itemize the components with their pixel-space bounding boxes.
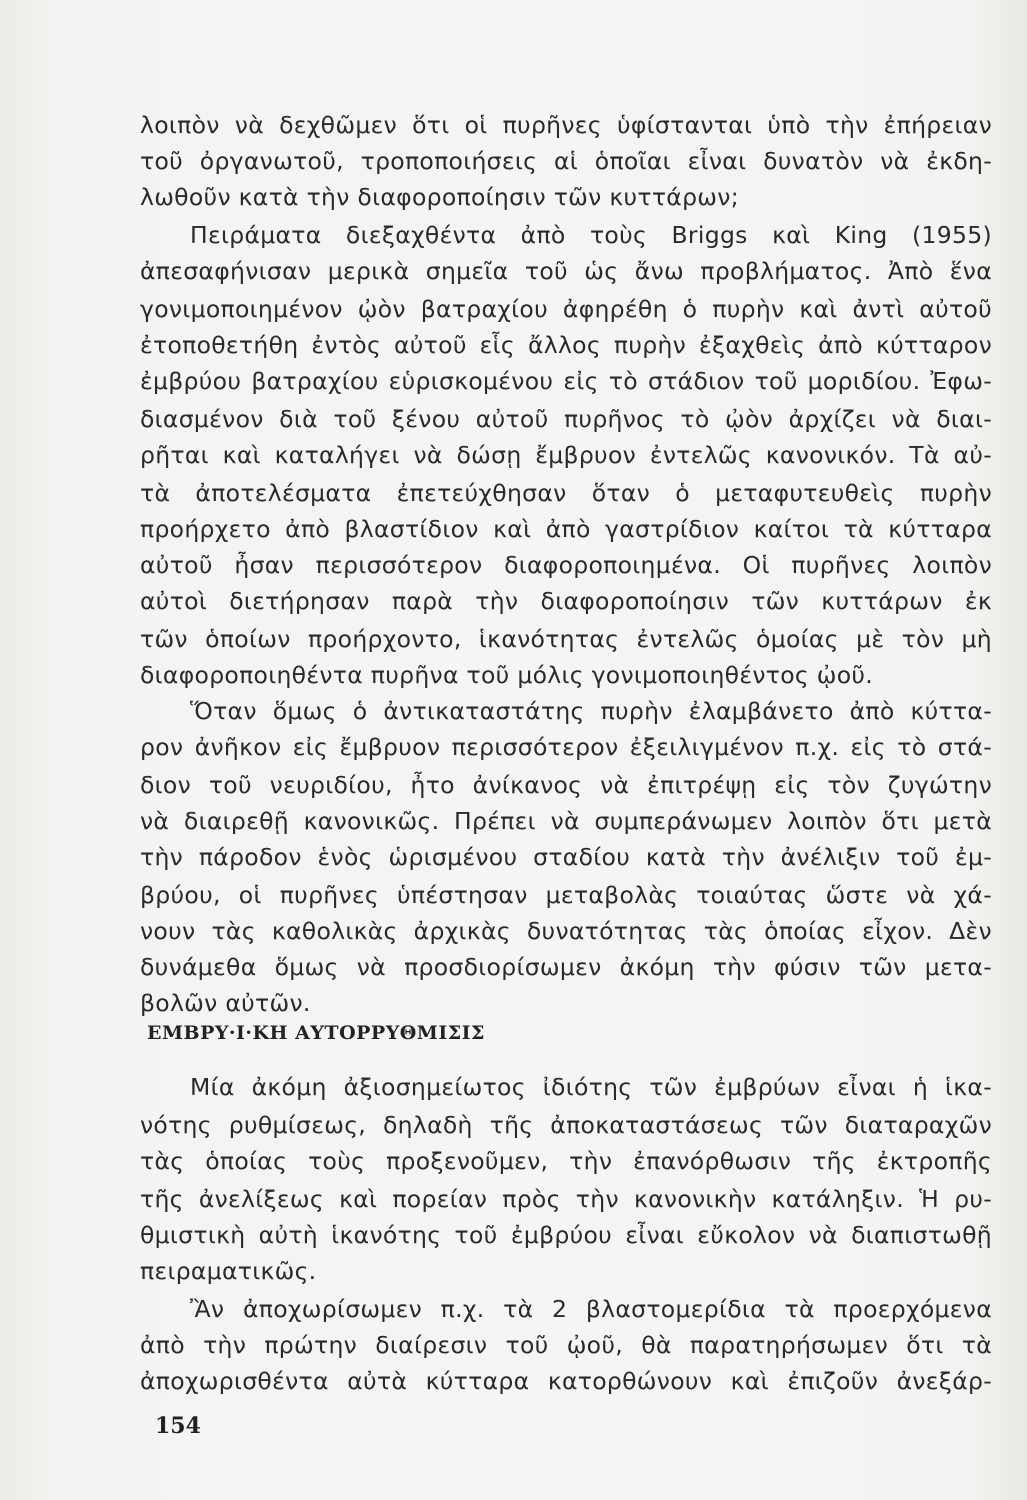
- section-heading: ΕΜΒΡΥ·Ι·ΚΗ ΑΥΤΟΡΡΥΘΜΙΣΙΣ: [147, 1022, 485, 1044]
- text-line: ρον ἀνῆκον εἰς ἔμβρυον περισσότερον ἐξειλιγμένον π.χ. εἰς τὸ στά-: [140, 733, 992, 761]
- text-line: τὰ ἀποτελέσματα ἐπετεύχθησαν ὅταν ὁ μεταφυτευθεὶς πυρὴν: [140, 479, 992, 507]
- text-line: λωθοῦν κατὰ τὴν διαφοροποίησιν τῶν κυττάρων;: [140, 183, 739, 211]
- text-line: γονιμοποιημένον ᾠὸν βατραχίου ἀφηρέθη ὁ πυρὴν καὶ ἀντὶ αὐτοῦ: [140, 295, 992, 323]
- text-line: ἐτοποθετήθη ἐντὸς αὐτοῦ εἷς ἄλλος πυρὴν ἐξαχθεὶς ἀπὸ κύτταρον: [140, 331, 992, 359]
- text-line: τοῦ ὀργανωτοῦ, τροποποιήσεις αἱ ὁποῖαι εἶναι δυνατὸν νὰ ἐκδη-: [140, 147, 992, 175]
- text-line: ἐμβρύου βατραχίου εὑρισκομένου εἰς τὸ στάδιον τοῦ μοριδίου. Ἐφω-: [140, 367, 992, 395]
- text-line: νὰ διαιρεθῇ κανονικῶς. Πρέπει νὰ συμπεράνωμεν λοιπὸν ὅτι μετὰ: [140, 807, 992, 835]
- text-line: πειραματικῶς.: [140, 1257, 317, 1285]
- page-number: 154: [155, 1413, 201, 1439]
- text-line: ἀπεσαφήνισαν μερικὰ σημεῖα τοῦ ὡς ἄνω προβλήματος. Ἀπὸ ἕνα: [140, 257, 992, 285]
- text-line: διαφοροποιηθέντα πυρῆνα τοῦ μόλις γονιμοποιηθέντος ᾠοῦ.: [140, 661, 874, 689]
- text-line: Ἂν ἀποχωρίσωμεν π.χ. τὰ 2 βλαστομερίδια τὰ προερχόμενα: [190, 1295, 992, 1323]
- text-line: λοιπὸν νὰ δεχθῶμεν ὅτι οἱ πυρῆνες ὑφίστανται ὑπὸ τὴν ἐπήρειαν: [140, 111, 992, 139]
- text-line: Ὅταν ὅμως ὁ ἀντικαταστάτης πυρὴν ἐλαμβάνετο ἀπὸ κύττα-: [190, 697, 992, 725]
- text-line: αὐτοὶ διετήρησαν παρὰ τὴν διαφοροποίησιν τῶν κυττάρων ἐκ: [140, 587, 992, 615]
- text-line: τῆς ἀνελίξεως καὶ πορείαν πρὸς τὴν κανονικὴν κατάληξιν. Ἡ ρυ-: [140, 1185, 992, 1213]
- text-line: Μία ἀκόμη ἀξιοσημείωτος ἰδιότης τῶν ἐμβρύων εἶναι ἡ ἱκα-: [190, 1073, 992, 1101]
- text-line: τῶν ὁποίων προήρχοντο, ἱκανότητας ἐντελῶς ὁμοίας μὲ τὸν μὴ: [140, 625, 992, 653]
- text-line: ρῆται καὶ καταλήγει νὰ δώσῃ ἔμβρυον ἐντελῶς κανονικόν. Τὰ αὐ-: [140, 441, 992, 469]
- text-line: τὴν πάροδον ἑνὸς ὡρισμένου σταδίου κατὰ τὴν ἀνέλιξιν τοῦ ἐμ-: [140, 843, 992, 871]
- text-line: τὰς ὁποίας τοὺς προξενοῦμεν, τὴν ἐπανόρθωσιν τῆς ἐκτροπῆς: [140, 1147, 992, 1175]
- text-line: ἀπὸ τὴν πρώτην διαίρεσιν τοῦ ᾠοῦ, θὰ παρατηρήσωμεν ὅτι τὰ: [140, 1331, 992, 1359]
- text-line: βολῶν αὐτῶν.: [140, 989, 311, 1017]
- text-line: διασμένον διὰ τοῦ ξένου αὐτοῦ πυρῆνος τὸ ᾠὸν ἀρχίζει νὰ διαι-: [140, 405, 992, 433]
- text-line: νουν τὰς καθολικὰς ἀρχικὰς δυνατότητας τὰς ὁποίας εἶχον. Δὲν: [140, 917, 992, 945]
- text-line: βρύου, οἱ πυρῆνες ὑπέστησαν μεταβολὰς τοιαύτας ὥστε νὰ χά-: [140, 881, 992, 909]
- text-line: δυνάμεθα ὅμως νὰ προσδιορίσωμεν ἀκόμη τὴν φύσιν τῶν μετα-: [140, 953, 992, 981]
- text-line: νότης ρυθμίσεως, δηλαδὴ τῆς ἀποκαταστάσεως τῶν διαταραχῶν: [140, 1111, 992, 1139]
- text-line: αὐτοῦ ἦσαν περισσότερον διαφοροποιημένα. Οἱ πυρῆνες λοιπὸν: [140, 551, 992, 579]
- text-line: προήρχετο ἀπὸ βλαστίδιον καὶ ἀπὸ γαστρίδιον καίτοι τὰ κύτταρα: [140, 515, 992, 543]
- text-line: Πειράματα διεξαχθέντα ἀπὸ τοὺς Briggs καὶ King (1955): [190, 221, 992, 249]
- text-line: διον τοῦ νευριδίου, ἦτο ἀνίκανος νὰ ἐπιτρέψῃ εἰς τὸν ζυγώτην: [140, 771, 992, 799]
- text-line: ἀποχωρισθέντα αὐτὰ κύτταρα κατορθώνουν καὶ ἐπιζοῦν ἀνεξάρ-: [140, 1367, 992, 1395]
- text-line: θμιστικὴ αὐτὴ ἱκανότης τοῦ ἐμβρύου εἶναι εὔκολον νὰ διαπιστωθῇ: [140, 1221, 992, 1249]
